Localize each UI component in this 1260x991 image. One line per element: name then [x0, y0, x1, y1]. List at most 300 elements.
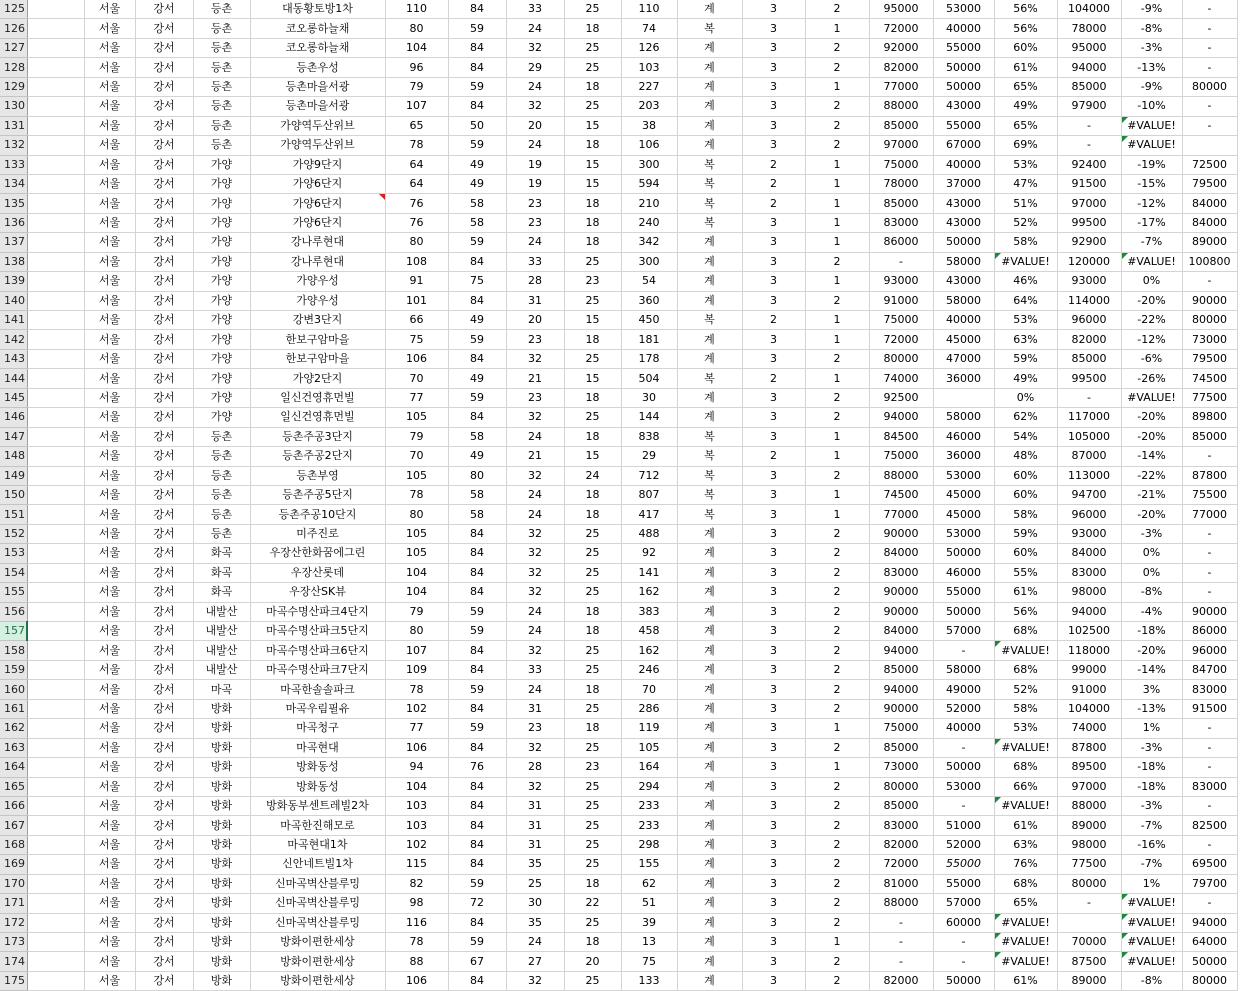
grid-cell[interactable]: 104	[385, 563, 448, 582]
grid-cell[interactable]: 화곡	[193, 563, 250, 582]
grid-cell[interactable]: 내발산	[193, 660, 250, 679]
grid-cell[interactable]: 102	[385, 699, 448, 718]
grid-cell[interactable]: 계	[677, 738, 742, 757]
grid-cell[interactable]: 3	[742, 738, 805, 757]
row-header[interactable]: 155	[0, 583, 27, 602]
grid-cell[interactable]: 한보구암마을	[250, 330, 385, 349]
grid-cell[interactable]: -	[1182, 0, 1237, 19]
grid-cell[interactable]: 58000	[933, 408, 994, 427]
grid-cell[interactable]: -21%	[1121, 485, 1182, 504]
grid-cell[interactable]: 104	[385, 38, 448, 57]
grid-cell[interactable]: 가양2단지	[250, 369, 385, 388]
grid-cell[interactable]: 83000	[869, 213, 933, 232]
grid-cell[interactable]: -20%	[1121, 427, 1182, 446]
grid-cell[interactable]: 294	[621, 777, 677, 796]
grid-cell[interactable]: -	[1057, 136, 1121, 155]
grid-cell[interactable]: 강서	[135, 660, 193, 679]
grid-cell[interactable]: 83000	[869, 816, 933, 835]
grid-cell[interactable]: 59	[448, 622, 506, 641]
grid-cell[interactable]: 91	[385, 272, 448, 291]
grid-cell[interactable]: 2	[805, 777, 869, 796]
grid-cell[interactable]: 63%	[994, 330, 1057, 349]
grid-cell[interactable]: 504	[621, 369, 677, 388]
grid-cell[interactable]: -	[1182, 835, 1237, 854]
grid-cell[interactable]: #VALUE!	[1121, 933, 1182, 952]
grid-cell[interactable]: 강서	[135, 758, 193, 777]
grid-cell[interactable]: 50000	[933, 758, 994, 777]
grid-cell[interactable]: 75000	[869, 311, 933, 330]
grid-cell[interactable]: 80000	[1182, 77, 1237, 96]
grid-cell[interactable]: 25	[564, 660, 621, 679]
grid-cell[interactable]: 0%	[1121, 563, 1182, 582]
grid-cell[interactable]: 31	[506, 796, 564, 815]
grid-cell[interactable]: -	[1182, 796, 1237, 815]
grid-cell[interactable]: 방화동부센트레빌2차	[250, 796, 385, 815]
grid-cell[interactable]: 3	[742, 660, 805, 679]
grid-cell[interactable]: 25	[564, 38, 621, 57]
grid-cell[interactable]: #VALUE!	[994, 252, 1057, 271]
grid-cell[interactable]: 서울	[84, 835, 135, 854]
grid-cell[interactable]: 강서	[135, 796, 193, 815]
grid-cell[interactable]: 25	[564, 97, 621, 116]
grid-cell[interactable]: 84	[448, 641, 506, 660]
grid-cell[interactable]: 일신건영휴먼빌	[250, 388, 385, 407]
grid-cell[interactable]	[27, 971, 84, 990]
grid-cell[interactable]: 60%	[994, 38, 1057, 57]
grid-cell[interactable]: 3	[742, 38, 805, 57]
row-header[interactable]: 161	[0, 699, 27, 718]
grid-cell[interactable]: 계	[677, 272, 742, 291]
grid-cell[interactable]: 55000	[933, 855, 994, 874]
grid-cell[interactable]: 3	[742, 116, 805, 135]
grid-cell[interactable]: 838	[621, 427, 677, 446]
grid-cell[interactable]: 58000	[933, 660, 994, 679]
grid-cell[interactable]: 서울	[84, 524, 135, 543]
grid-cell[interactable]: 계	[677, 641, 742, 660]
row-header[interactable]: 145	[0, 388, 27, 407]
row-header[interactable]: 143	[0, 349, 27, 368]
grid-cell[interactable]: -20%	[1121, 641, 1182, 660]
grid-cell[interactable]: 강서	[135, 680, 193, 699]
grid-cell[interactable]: 84	[448, 913, 506, 932]
row-header[interactable]: 137	[0, 233, 27, 252]
grid-cell[interactable]: 방화	[193, 952, 250, 971]
grid-cell[interactable]: 방화이편한세상	[250, 933, 385, 952]
grid-cell[interactable]: 69%	[994, 136, 1057, 155]
grid-cell[interactable]: 164	[621, 758, 677, 777]
grid-cell[interactable]: 2	[805, 136, 869, 155]
row-header[interactable]: 163	[0, 738, 27, 757]
grid-cell[interactable]: 서울	[84, 97, 135, 116]
grid-cell[interactable]: 43000	[933, 194, 994, 213]
grid-cell[interactable]: 65%	[994, 894, 1057, 913]
grid-cell[interactable]: 서울	[84, 213, 135, 232]
grid-cell[interactable]: 23	[506, 213, 564, 232]
grid-cell[interactable]: 75	[385, 330, 448, 349]
grid-cell[interactable]: 강서	[135, 427, 193, 446]
grid-cell[interactable]: 마곡	[193, 680, 250, 699]
grid-cell[interactable]: 99000	[1057, 660, 1121, 679]
grid-cell[interactable]: 85000	[869, 116, 933, 135]
grid-cell[interactable]: 78000	[1057, 19, 1121, 38]
grid-cell[interactable]: 30	[506, 894, 564, 913]
grid-cell[interactable]: 43000	[933, 97, 994, 116]
grid-cell[interactable]: 강서	[135, 699, 193, 718]
grid-cell[interactable]: 102500	[1057, 622, 1121, 641]
grid-cell[interactable]: 95000	[1057, 38, 1121, 57]
grid-cell[interactable]: 33	[506, 0, 564, 19]
grid-cell[interactable]: 미주진로	[250, 524, 385, 543]
grid-cell[interactable]: 72500	[1182, 155, 1237, 174]
grid-cell[interactable]: 80000	[869, 777, 933, 796]
grid-cell[interactable]	[27, 427, 84, 446]
grid-cell[interactable]: -3%	[1121, 524, 1182, 543]
grid-cell[interactable]: 84	[448, 855, 506, 874]
grid-cell[interactable]: 방화	[193, 855, 250, 874]
grid-cell[interactable]: 49	[448, 174, 506, 193]
grid-cell[interactable]: 92900	[1057, 233, 1121, 252]
grid-cell[interactable]: 83000	[1182, 777, 1237, 796]
grid-cell[interactable]: 2	[805, 622, 869, 641]
grid-cell[interactable]: 등촌	[193, 116, 250, 135]
grid-cell[interactable]: 25	[564, 583, 621, 602]
grid-cell[interactable]: 2	[805, 388, 869, 407]
grid-cell[interactable]	[27, 408, 84, 427]
grid-cell[interactable]: 1	[805, 719, 869, 738]
grid-cell[interactable]: 방화	[193, 796, 250, 815]
grid-cell[interactable]	[27, 602, 84, 621]
grid-cell[interactable]: 84	[448, 349, 506, 368]
grid-cell[interactable]: 서울	[84, 563, 135, 582]
grid-cell[interactable]: 강서	[135, 971, 193, 990]
grid-cell[interactable]: 24	[506, 77, 564, 96]
grid-cell[interactable]: 서울	[84, 719, 135, 738]
row-header[interactable]: 152	[0, 524, 27, 543]
grid-cell[interactable]: #VALUE!	[1121, 894, 1182, 913]
grid-cell[interactable]: 133	[621, 971, 677, 990]
grid-cell[interactable]: 61%	[994, 971, 1057, 990]
grid-cell[interactable]: 60%	[994, 466, 1057, 485]
row-header[interactable]: 142	[0, 330, 27, 349]
grid-cell[interactable]: 84	[448, 971, 506, 990]
grid-cell[interactable]: 21	[506, 369, 564, 388]
grid-cell[interactable]: 2	[742, 311, 805, 330]
row-header[interactable]: 130	[0, 97, 27, 116]
grid-cell[interactable]: 15	[564, 116, 621, 135]
grid-cell[interactable]: 3	[742, 349, 805, 368]
grid-cell[interactable]: -9%	[1121, 77, 1182, 96]
grid-cell[interactable]: 88000	[869, 894, 933, 913]
grid-cell[interactable]: 서울	[84, 116, 135, 135]
grid-cell[interactable]: 77	[385, 719, 448, 738]
grid-cell[interactable]: 18	[564, 719, 621, 738]
row-header[interactable]: 165	[0, 777, 27, 796]
grid-cell[interactable]: -15%	[1121, 174, 1182, 193]
grid-cell[interactable]: #VALUE!	[1121, 116, 1182, 135]
grid-cell[interactable]: 강서	[135, 408, 193, 427]
grid-cell[interactable]: 서울	[84, 505, 135, 524]
grid-cell[interactable]: 59	[448, 77, 506, 96]
grid-cell[interactable]: 강나루현대	[250, 252, 385, 271]
grid-cell[interactable]: 50000	[933, 971, 994, 990]
grid-cell[interactable]: 신안네트빌1차	[250, 855, 385, 874]
grid-cell[interactable]: 복	[677, 19, 742, 38]
grid-cell[interactable]: -8%	[1121, 19, 1182, 38]
grid-cell[interactable]: 방화	[193, 933, 250, 952]
grid-cell[interactable]: 240	[621, 213, 677, 232]
grid-cell[interactable]: 31	[506, 291, 564, 310]
grid-cell[interactable]: #VALUE!	[1121, 252, 1182, 271]
grid-cell[interactable]: 83000	[1182, 680, 1237, 699]
grid-cell[interactable]	[27, 19, 84, 38]
grid-cell[interactable]: -	[933, 796, 994, 815]
grid-cell[interactable]: 마곡수명산파크6단지	[250, 641, 385, 660]
grid-cell[interactable]: 25	[564, 913, 621, 932]
grid-cell[interactable]: 2	[805, 116, 869, 135]
grid-cell[interactable]: 2	[805, 738, 869, 757]
grid-cell[interactable]: 서울	[84, 544, 135, 563]
grid-cell[interactable]: 79	[385, 77, 448, 96]
grid-cell[interactable]: 227	[621, 77, 677, 96]
grid-cell[interactable]: 25	[564, 855, 621, 874]
grid-cell[interactable]: 강서	[135, 136, 193, 155]
grid-cell[interactable]: 55000	[933, 38, 994, 57]
grid-cell[interactable]: 59	[448, 19, 506, 38]
grid-cell[interactable]	[27, 544, 84, 563]
grid-cell[interactable]: 31	[506, 699, 564, 718]
grid-cell[interactable]: 가양	[193, 291, 250, 310]
grid-cell[interactable]: 25	[564, 58, 621, 77]
grid-cell[interactable]: -26%	[1121, 369, 1182, 388]
grid-cell[interactable]: 3	[742, 233, 805, 252]
grid-cell[interactable]: 25	[506, 874, 564, 893]
grid-cell[interactable]: 2	[805, 466, 869, 485]
grid-cell[interactable]: -	[1182, 116, 1237, 135]
grid-cell[interactable]: 2	[805, 544, 869, 563]
grid-cell[interactable]: 화곡	[193, 544, 250, 563]
grid-cell[interactable]: 49%	[994, 369, 1057, 388]
grid-cell[interactable]: 35	[506, 855, 564, 874]
grid-cell[interactable]: 85000	[869, 738, 933, 757]
grid-cell[interactable]	[27, 777, 84, 796]
grid-cell[interactable]: 3	[742, 466, 805, 485]
grid-cell[interactable]: -	[1182, 544, 1237, 563]
grid-cell[interactable]: 강서	[135, 272, 193, 291]
grid-cell[interactable]: 25	[564, 738, 621, 757]
grid-cell[interactable]: 3	[742, 758, 805, 777]
grid-cell[interactable]: 강서	[135, 777, 193, 796]
grid-cell[interactable]: 강서	[135, 622, 193, 641]
grid-cell[interactable]: 가양6단지	[250, 194, 385, 213]
grid-cell[interactable]: 서울	[84, 408, 135, 427]
grid-cell[interactable]: 마곡수명산파크4단지	[250, 602, 385, 621]
grid-cell[interactable]: 84	[448, 0, 506, 19]
grid-cell[interactable]: 25	[564, 835, 621, 854]
grid-cell[interactable]: 25	[564, 349, 621, 368]
grid-cell[interactable]: 32	[506, 777, 564, 796]
grid-cell[interactable]	[27, 272, 84, 291]
grid-cell[interactable]: 84	[448, 97, 506, 116]
grid-cell[interactable]: 등촌	[193, 19, 250, 38]
grid-cell[interactable]: 106	[621, 136, 677, 155]
grid-cell[interactable]: 105	[385, 524, 448, 543]
grid-cell[interactable]: 내발산	[193, 602, 250, 621]
grid-cell[interactable]	[27, 77, 84, 96]
grid-cell[interactable]: 91500	[1182, 699, 1237, 718]
grid-cell[interactable]: 서울	[84, 660, 135, 679]
grid-cell[interactable]: 18	[564, 330, 621, 349]
grid-cell[interactable]: 2	[805, 0, 869, 19]
grid-cell[interactable]: 83000	[869, 563, 933, 582]
grid-cell[interactable]: 84	[448, 835, 506, 854]
grid-cell[interactable]	[27, 622, 84, 641]
grid-cell[interactable]: 29	[621, 447, 677, 466]
grid-cell[interactable]: 2	[805, 563, 869, 582]
grid-cell[interactable]: 25	[564, 524, 621, 543]
grid-cell[interactable]: 82000	[869, 58, 933, 77]
grid-cell[interactable]: 3	[742, 77, 805, 96]
grid-cell[interactable]: 59	[448, 136, 506, 155]
grid-cell[interactable]: 246	[621, 660, 677, 679]
grid-cell[interactable]: 서울	[84, 174, 135, 193]
grid-cell[interactable]: 70	[621, 680, 677, 699]
grid-cell[interactable]: 106	[385, 971, 448, 990]
grid-cell[interactable]: 94000	[1057, 58, 1121, 77]
grid-cell[interactable]: -	[1182, 583, 1237, 602]
grid-cell[interactable]: 3	[742, 427, 805, 446]
grid-cell[interactable]: 82000	[1057, 330, 1121, 349]
grid-cell[interactable]: 방화	[193, 874, 250, 893]
grid-cell[interactable]: 286	[621, 699, 677, 718]
grid-cell[interactable]: 53000	[933, 777, 994, 796]
grid-cell[interactable]: 88	[385, 952, 448, 971]
grid-cell[interactable]: 75500	[1182, 485, 1237, 504]
grid-cell[interactable]: 24	[564, 466, 621, 485]
grid-cell[interactable]: -	[933, 933, 994, 952]
grid-cell[interactable]: 90000	[869, 602, 933, 621]
row-header[interactable]: 148	[0, 447, 27, 466]
grid-cell[interactable]: 1	[805, 330, 869, 349]
grid-cell[interactable]: 62%	[994, 408, 1057, 427]
grid-cell[interactable]: 2	[805, 408, 869, 427]
grid-cell[interactable]: 3	[742, 524, 805, 543]
grid-cell[interactable]: 32	[506, 408, 564, 427]
grid-cell[interactable]: 서울	[84, 77, 135, 96]
grid-cell[interactable]: 84700	[1182, 660, 1237, 679]
grid-cell[interactable]: 2	[805, 58, 869, 77]
grid-cell[interactable]: -	[1182, 97, 1237, 116]
grid-cell[interactable]: -	[1182, 524, 1237, 543]
grid-cell[interactable]: 1	[805, 447, 869, 466]
grid-cell[interactable]: 51000	[933, 816, 994, 835]
grid-cell[interactable]: 80	[448, 466, 506, 485]
grid-cell[interactable]: 92400	[1057, 155, 1121, 174]
row-header[interactable]: 167	[0, 816, 27, 835]
grid-cell[interactable]: 강서	[135, 563, 193, 582]
grid-cell[interactable]: 72000	[869, 855, 933, 874]
grid-cell[interactable]: 가양역두산위브	[250, 116, 385, 135]
row-header[interactable]: 135	[0, 194, 27, 213]
grid-cell[interactable]: 3	[742, 19, 805, 38]
grid-cell[interactable]: 1	[805, 272, 869, 291]
grid-cell[interactable]: 89000	[1182, 233, 1237, 252]
grid-cell[interactable]	[1182, 136, 1237, 155]
grid-cell[interactable]: 178	[621, 349, 677, 368]
grid-cell[interactable]: 등촌	[193, 524, 250, 543]
grid-cell[interactable]: 강서	[135, 38, 193, 57]
grid-cell[interactable]: 91500	[1057, 174, 1121, 193]
grid-cell[interactable]: 116	[385, 913, 448, 932]
grid-cell[interactable]: 서울	[84, 796, 135, 815]
grid-cell[interactable]: 계	[677, 602, 742, 621]
grid-cell[interactable]: 79700	[1182, 874, 1237, 893]
grid-cell[interactable]: 강서	[135, 583, 193, 602]
grid-cell[interactable]: 37000	[933, 174, 994, 193]
row-header[interactable]: 141	[0, 311, 27, 330]
grid-cell[interactable]: 강서	[135, 855, 193, 874]
grid-cell[interactable]: 72000	[869, 19, 933, 38]
grid-cell[interactable]: 18	[564, 194, 621, 213]
grid-cell[interactable]: 강변3단지	[250, 311, 385, 330]
grid-cell[interactable]: 23	[506, 388, 564, 407]
grid-cell[interactable]: 2	[805, 952, 869, 971]
row-header[interactable]: 170	[0, 874, 27, 893]
grid-cell[interactable]	[27, 58, 84, 77]
grid-cell[interactable]: 82	[385, 874, 448, 893]
grid-cell[interactable]: 68%	[994, 660, 1057, 679]
grid-cell[interactable]: 50000	[1182, 952, 1237, 971]
grid-cell[interactable]: 2	[805, 816, 869, 835]
grid-cell[interactable]: 방화	[193, 894, 250, 913]
grid-cell[interactable]: 113000	[1057, 466, 1121, 485]
grid-cell[interactable]: 90000	[869, 524, 933, 543]
grid-cell[interactable]: 복	[677, 311, 742, 330]
grid-cell[interactable]: 마곡한진해모로	[250, 816, 385, 835]
grid-cell[interactable]: 등촌주공5단지	[250, 485, 385, 504]
grid-cell[interactable]: 77500	[1057, 855, 1121, 874]
grid-cell[interactable]: 83000	[1057, 563, 1121, 582]
grid-cell[interactable]: 3	[742, 0, 805, 19]
grid-cell[interactable]: 18	[564, 388, 621, 407]
grid-cell[interactable]: 2	[805, 252, 869, 271]
grid-cell[interactable]: 등촌마을서광	[250, 77, 385, 96]
grid-cell[interactable]: 서울	[84, 0, 135, 19]
grid-cell[interactable]: 서울	[84, 291, 135, 310]
grid-cell[interactable]: 마곡우림필유	[250, 699, 385, 718]
grid-cell[interactable]: 20	[564, 952, 621, 971]
grid-cell[interactable]: 59	[448, 680, 506, 699]
grid-cell[interactable]: 61%	[994, 58, 1057, 77]
grid-cell[interactable]: -14%	[1121, 660, 1182, 679]
grid-cell[interactable]: 강서	[135, 349, 193, 368]
grid-cell[interactable]: 53%	[994, 719, 1057, 738]
grid-cell[interactable]: 계	[677, 816, 742, 835]
grid-cell[interactable]: 92000	[869, 38, 933, 57]
grid-cell[interactable]: 97000	[1057, 194, 1121, 213]
grid-cell[interactable]: 한보구암마을	[250, 349, 385, 368]
grid-cell[interactable]	[27, 894, 84, 913]
grid-cell[interactable]: 78	[385, 680, 448, 699]
grid-cell[interactable]: 298	[621, 835, 677, 854]
grid-cell[interactable]: -	[1182, 563, 1237, 582]
grid-cell[interactable]: 99500	[1057, 213, 1121, 232]
grid-cell[interactable]: 1	[805, 758, 869, 777]
grid-cell[interactable]: 강서	[135, 58, 193, 77]
grid-cell[interactable]: 강서	[135, 719, 193, 738]
grid-cell[interactable]: 36000	[933, 369, 994, 388]
grid-cell[interactable]: 25	[564, 777, 621, 796]
grid-cell[interactable]: 3	[742, 699, 805, 718]
